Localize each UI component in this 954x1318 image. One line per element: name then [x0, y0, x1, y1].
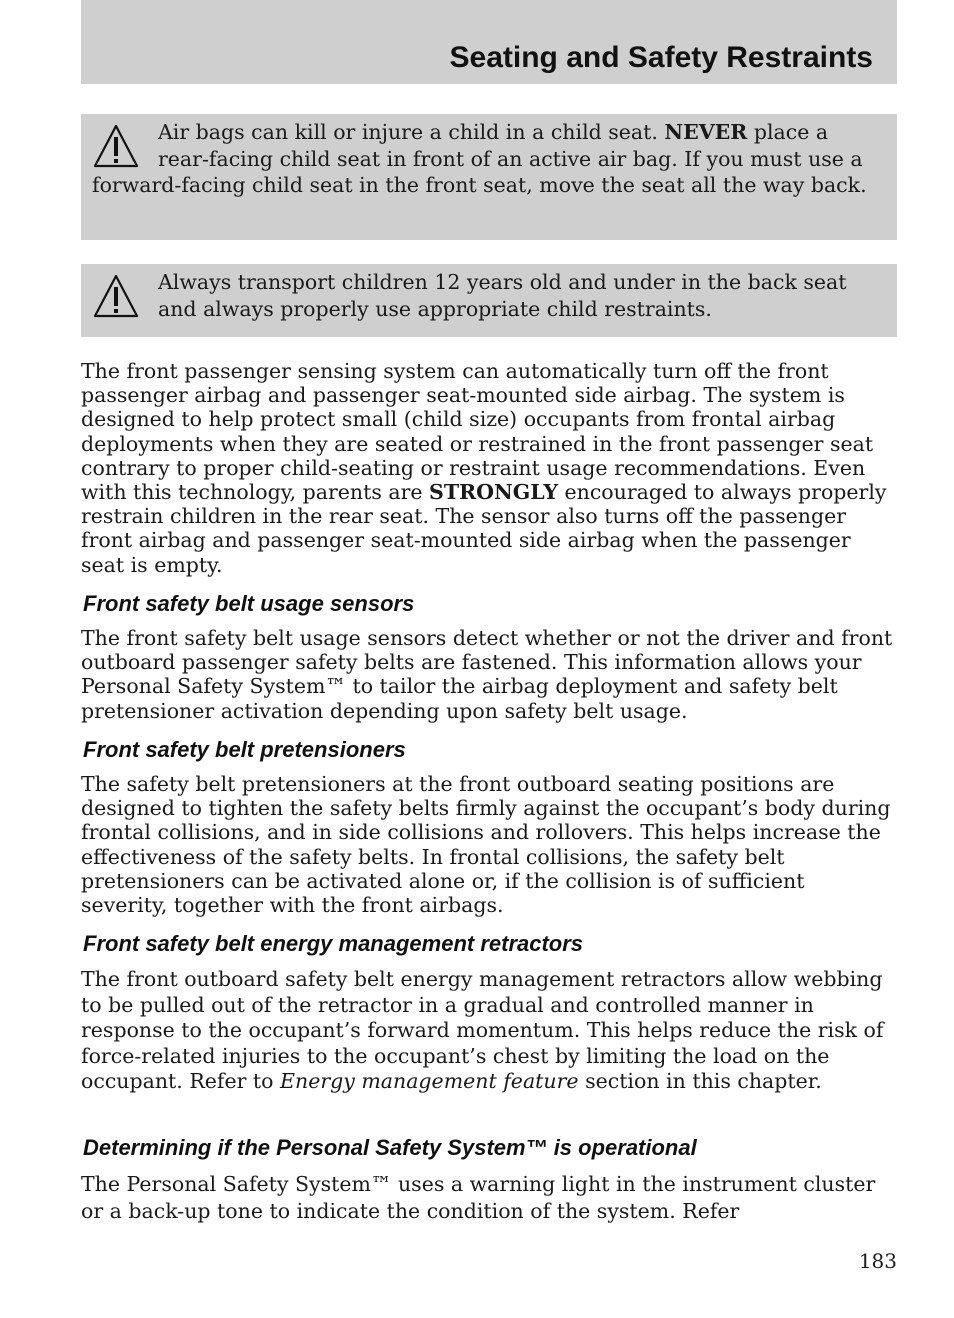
warning-triangle-icon	[92, 273, 140, 319]
section-heading-energy-retractors: Front safety belt energy management retractors	[83, 931, 584, 956]
page-header	[81, 0, 897, 84]
section-heading-pretensioners: Front safety belt pretensioners	[83, 737, 406, 762]
section-heading-usage-sensors: Front safety belt usage sensors	[83, 591, 415, 616]
section-paragraph-pss-operational: The Personal Safety System™ uses a warning light in the instrument cluster or a back-up tone to indicate the condition of the system. Refer	[81, 1172, 876, 1223]
section-paragraph-pretensioners: The safety belt pretensioners at the front outboard seating positions are designed to tighten the safety belts firmly against the occupant’s body during frontal collisions, and in side collisions and rollovers. This helps increase the effectiveness of the safety belts. In frontal collisions, the safety belt pretensioners can be activated alone or, if the collision is of sufficient severity, together with the front airbags.	[81, 772, 891, 918]
section-paragraph-energy-retractors: The front outboard safety belt energy management retractors allow webbing to be pulled out of the retractor in a gradual and controlled manner in response to the occupant’s forward momentum. This helps reduce the risk of force-related injuries to the occupant’s chest by limiting the load on the occupant. Refer to Energy management feature section in this chapter.	[81, 967, 884, 1094]
warning-box-child-seat	[81, 114, 897, 240]
page-number: 183	[858, 1249, 897, 1273]
warning-box-children-back-seat	[81, 264, 897, 337]
intro-paragraph: The front passenger sensing system can automatically turn off the front passenger airbag and passenger seat-mounted side airbag. The system is designed to help protect small (child size) occupants from frontal airbag deployments when they are seated or restrained in the front passenger seat contrary to proper child-seating or restraint usage recommendations. Even with this technology, parents are STRONGLY encouraged to always properly restrain children in the rear seat. The sensor also turns off the passenger front airbag and passenger seat-mounted side airbag when the passenger seat is empty.	[81, 359, 887, 577]
warning-text: Air bags can kill or injure a child in a child seat. NEVER place a rear-facing child seat in front of an active air bag. If you must use a forward-facing child seat in the front seat, move the seat all the way back.	[92, 120, 867, 197]
page-title: Seating and Safety Restraints	[449, 41, 873, 74]
section-heading-pss-operational: Determining if the Personal Safety System™ is operational	[83, 1135, 697, 1160]
section-paragraph-usage-sensors: The front safety belt usage sensors detect whether or not the driver and front outboard passenger safety belts are fastened. This information allows your Personal Safety System™ to tailor the airbag deployment and safety belt pretensioner activation depending upon safety belt usage.	[81, 626, 893, 723]
warning-triangle-icon	[92, 123, 140, 169]
warning-text: Always transport children 12 years old and under in the back seat and always properly use appropriate child restraints.	[158, 270, 847, 321]
